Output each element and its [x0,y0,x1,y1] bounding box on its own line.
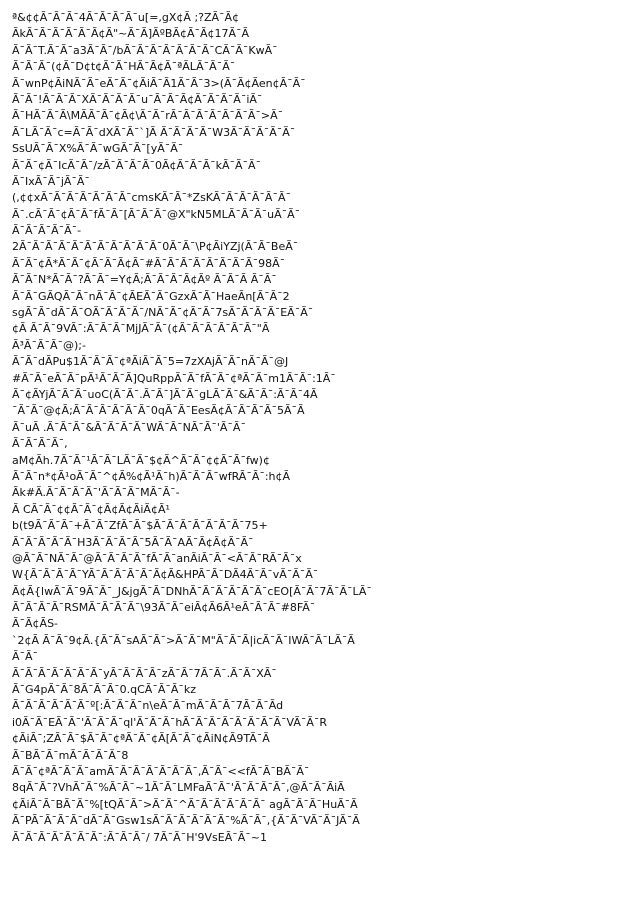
text-line: Ã CÃ¯Ã¯¢¢Ã¯Ã¯¢Ã¢Ã¢ÃiÃ¢Ã¹ [12,502,170,516]
text-line: Ã¯Ã¯T.Ã¯Ã¯a3Ã¯Ã¯/bÃ¯Ã¯Ã¯Ã¯Ã¯Ã¯Ã¯CÃ¯Ã¯KwÃ¯ [12,43,278,57]
text-line: b(t9Ã¯Ã¯Ã¯+Ã¯Ã¯ZfÃ¯Ã¯$Ã¯Ã¯Ã¯Ã¯Ã¯Ã¯Ã¯75+ [12,519,268,533]
text-line: Ã¯LÃ¯Ã¯c=Ã¯Ã¯dXÃ¯Ã¯`]Ã Ã¯Ã¯Ã¯Ã¯W3Ã¯Ã¯Ã¯Ã¯Ã¯ [12,125,296,139]
text-line: Ã¯G4pÃ¯Ã¯8Ã¯Ã¯Ã¯0.qCÃ¯Ã¯Ã¯kz [12,683,197,697]
text-line: ÃkÃ¯Ã¯Ã¯Ã¯Ã¯Ã¢Ã"~Ã¯Ã]ÃºBÃ¢Ã¯Ã¢17Ã¯Ã [12,27,250,41]
text-line: Ã¯Ã¯¢Ã¯IcÃ¯Ã¯/zÃ¯Ã¯Ã¯Ã¯0Ã¢Ã¯Ã¯Ã¯kÃ¯Ã¯Ã¯ [12,158,262,172]
text-line: Ã¯PÃ¯Ã¯Ã¯Ã¯dÃ¯Ã¯Gsw1sÃ¯Ã¯Ã¯Ã¯Ã¯Ã¯%Ã¯Ã¯,{Ã¯Ã¯VÃ¯Ã¯JÃ¯Ã [12,814,360,828]
text-line: (,¢¢xÃ¯Ã¯Ã¯Ã¯Ã¯Ã¯Ã¯cmsKÃ¯Ã¯*ZsKÃ¯Ã¯Ã¯Ã¯Ã¯Ã¯ [12,191,291,205]
text-line: ª&¢¢Ã¯Ã¯Ã¯4Ã¯Ã¯Ã¯Ã¯u[=,gX¢Ã ;?ZÃ¯Ã¢ [12,11,240,24]
text-line: Ã¯Ã¯ [12,650,39,664]
text-line: i0Ã¯Ã¯EÃ¯Ã¯'Ã¯Ã¯Ã¯ql'Ã¯Ã¯Ã¯hÃ¯Ã¯Ã¯Ã¯Ã¯Ã¯Ã¯Ã¯VÃ¯Ã¯R [12,715,328,729]
text-line: Ã¯Ã¯Ã¯Ã¯, [12,437,68,451]
text-line: Ã¯Ã¯Ã¯Ã¯Ã¯Ã¯Ã¯yÃ¯Ã¯Ã¯Ã¯zÃ¯Ã¯7Ã¯Ã¯.Ã¯Ã¯XÃ¯ [12,666,277,680]
text-line: ¢ÃiÃ¯;ZÃ¯Ã¯$Ã¯Ã¯¢ªÃ¯Ã¯¢Ã[Ã¯Ã¯¢ÃiN¢Ã9TÃ¯Ã [12,732,270,746]
text-line: Ã¯Ã¯dÃPu$1Ã¯Ã¯Ã¯¢ªÃiÃ¯Ã¯5=7zXAjÃ¯Ã¯nÃ¯Ã¯@J [12,355,289,369]
text-line: SsUÃ¯Ã¯X%Ã¯Ã¯wGÃ¯Ã¯[yÃ¯Ã¯ [12,142,184,156]
text-line: aM¢Ãh.7Ã¯Ã¯¹Ã¯Ã¯LÃ¯Ã¯$¢Ã^Ã¯Ã¯¢¢Ã¯Ã¯fw)¢ [12,453,270,467]
text-line: Ã¯Ã¯GÃQÃ¯Ã¯nÃ¯Ã¯¢ÃEÃ¯Ã¯GzxÃ¯Ã¯HaeÃn[Ã¯Ã¯2 [12,289,290,303]
text-line: Ã¯¢ÃYjÃ¯Ã¯Ã¯uoC(Ã¯Ã¯.Ã¯Ã¯]Ã¯Ã¯gLÃ¯Ã¯&Ã¯Ã¯:Ã¯Ã¯4Ã [12,387,318,401]
text-line: Ã¯HÃ¯Ã¯Ã\MÃÃ¯Ã¯¢Ã¢\Ã¯Ã¯rÃ¯Ã¯Ã¯Ã¯Ã¯Ã¯Ã¯>Ã¯ [12,109,284,123]
text-line: sgÃ¯Ã¯dÃ¯Ã¯OÃ¯Ã¯Ã¯Ã¯/NÃ¯Ã¯¢Ã¯Ã¯7sÃ¯Ã¯Ã¯Ã¯EÃ¯Ã¯ [12,306,314,320]
text-line: Ã¯Ã¯¢Ã*Ã¯Ã¯¢Ã¯Ã¯Ã¢Ã¯#Ã¯Ã¯Ã¯Ã¯Ã¯Ã¯Ã¯Ã¯98Ã¯ [12,256,286,270]
text-line: W{Ã¯Ã¯Ã¯Ã¯YÃ¯Ã¯Ã¯Ã¯Ã¯Ã¢Ã&HPÃ¯Ã¯DÃ4Ã¯Ã¯vÃ¯Ã¯Ã¯ [12,568,319,582]
text-line: Ã¯uÃ .Ã¯Ã¯Ã¯&Ã¯Ã¯Ã¯Ã¯WÃ¯Ã¯NÃ¯Ã¯'Ã¯Ã¯ [12,420,246,434]
text-line: ¢ÃiÃ¯Ã¯BÃ¯Ã¯%[tQÃ¯Ã¯>Ã¯Ã¯^Ã¯Ã¯Ã¯Ã¯Ã¯Ã¯ agÃ¯Ã¯Ã¯HuÃ¯Ã [12,797,358,811]
text-line: Ã¯Ã¯!Ã¯Ã¯Ã¯XÃ¯Ã¯Ã¯Ã¯u¯Ã¯Ã¯Ã¢Ã¯Ã¯Ã¯Ã¯iÃ¯ [12,92,263,106]
text-line: Ãk#Ã.Ã¯Ã¯Ã¯Ã¯'Ã¯Ã¯Ã¯MÃ¯Ã¯- [12,486,180,500]
text-line: Ã¯Ã¯Ã¯Ã¯Ã¯- [12,224,82,238]
text-line: Ã¯Ã¯Ã¯Ã¯Ã¯H3Ã¯Ã¯Ã¯Ã¯5Ã¯Ã¯AÃ¯Ã¢Ã¢Ã¯Ã¯ [12,535,254,549]
text-line: Ã¯Ã¯Ã¯Ã¯Ã¯Ã¯º[:Ã¯Ã¯Ã¯n\eÃ¯Ã¯mÃ¯Ã¯Ã¯7Ã¯Ã¯Ãd [12,699,284,713]
text-line: `2¢Ã Ã¯Ã¯9¢Ã.{Ã¯Ã¯sAÃ¯Ã¯>Ã¯Ã¯M"Ã¯Ã¯Ã|icÃ¯Ã¯IWÃ¯Ã¯LÃ¯Ã [12,633,355,647]
text-line: 2Ã¯Ã¯Ã¯Ã¯Ã¯Ã¯Ã¯Ã¯Ã¯Ã¯Ã¯0Ã¯Ã¯\P¢ÃiYZj(Ã¯Ã¯BeÃ¯ [12,240,299,254]
text-line: ¯Ã¯Ã¯@¢Ã;Ã¯Ã¯Ã¯Ã¯Ã¯Ã¯0qÃ¯Ã¯EesÃ¢Ã¯Ã¯Ã¯Ã¯5Ã¯Ã [12,404,305,418]
text-line: ¢Ã Ã¯Ã¯9VÃ¯:Ã¯Ã¯Ã¯MjJÃ¯Ã¯(¢Ã¯Ã¯Ã¯Ã¯Ã¯Ã¯"Ã [12,322,270,336]
text-line: Ã³Ã¯Ã¯Ã¯@);- [12,338,86,352]
text-line: Ã¯wnP¢ÃiNÃ¯Ã¯eÃ¯Ã¯¢ÃiÃ¯Ã1Ã¯Ã¯3>(Ã¯Ã¢Ãen¢Ã¯Ã¯ [12,76,306,90]
text-line: Ã¯Ã¯Ã¯(¢Ã¯D¢t¢Ã¯Ã¯HÃ¯Ã¢Ã¯ªÃLÃ¯Ã¯Ã¯ [12,60,236,74]
garbled-text-body [12,10,624,846]
text-line: 8qÃ¯Ã¯?VhÃ¯Ã¯%Ã¯Ã¯~1Ã¯Ã¯LMFaÃ¯Ã¯'Ã¯Ã¯Ã¯Ã¯,@Ã¯Ã¯ÃiÃ [12,781,345,795]
text-line: Ã¯Ã¯n*¢Ã¹oÃ¯Ã¯^¢Ã%¢Ã¹Ã¯h)Ã¯Ã¯Ã¯wfRÃ¯Ã¯:h¢Ã [12,469,291,483]
text-line: Ã¢Ã{lwÃ¯Ã¯9Ã¯Ã¯_J&jgÃ¯Ã¯DNhÃ¯Ã¯Ã¯Ã¯Ã¯Ã¯cEO[Ã¯Ã¯7Ã¯Ã¯LÃ¯ [12,584,372,598]
text-line: Ã¯.cÃ¯Ã¯¢Ã¯Ã¯fÃ¯Ã¯[Ã¯Ã¯Ã¯@X"kN5MLÃ¯Ã¯Ã¯uÃ¯Ã¯ [12,207,301,221]
text-line: @Ã¯Ã¯NÃ¯Ã¯@Ã¯Ã¯Ã¯Ã¯fÃ¯Ã¯anÃiÃ¯Ã¯<Ã¯Ã¯RÃ¯Ã¯x [12,551,302,565]
text-line: Ã¯BÃ¯Ã¯mÃ¯Ã¯Ã¯Ã¯8 [12,748,129,762]
text-line: Ã¯IxÃ¯Ã¯jÃ¯Ã¯ [12,174,90,188]
text-line: Ã¯Ã¯Ã¯Ã¯RSMÃ¯Ã¯Ã¯Ã¯\93Ã¯Ã¯eiÃ¢Ã6Ã¹eÃ¯Ã¯Ã¯#8FÃ¯ [12,601,316,615]
text-line: #Ã¯Ã¯eÃ¯Ã¯pÃ¹Ã¯Ã¯Ã]QuRppÃ¯Ã¯fÃ¯Ã¯¢ªÃ¯Ã¯m1Ã¯Ã¯:1Ã¯ [12,371,336,385]
text-line: Ã¯Ã¢ÃS- [12,617,59,631]
text-line: Ã¯Ã¯¢ªÃ¯Ã¯Ã¯amÃ¯Ã¯Ã¯Ã¯Ã¯Ã¯Ã¯,Ã¯Ã¯<<fÃ¯Ã¯BÃ¯Ã¯ [12,764,310,778]
text-line: Ã¯Ã¯N*Ã¯Ã¯?Ã¯Ã¯=Y¢Ã;Ã¯Ã¯Ã¯Ã¢Ãº Ã¯Ã¯Ã Ã¯Ã¯ [12,273,277,287]
text-line: Ã¯Ã¯Ã¯Ã¯Ã¯Ã¯Ã¯:Ã¯Ã¯Ã¯/ 7Ã¯Ã¯H'9VsEÃ¯Ã¯~1 [12,830,267,844]
